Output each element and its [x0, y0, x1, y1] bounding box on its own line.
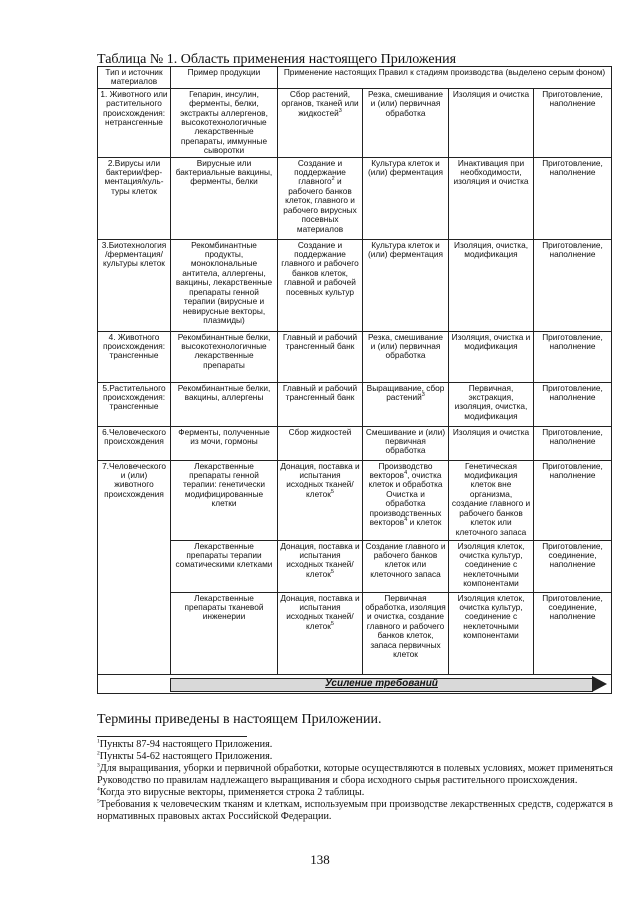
material-type-cell: 6.Человеческого происхождения: [98, 426, 171, 460]
footnote-item: [97, 763, 613, 787]
stage-text: Донация, поставка и испытания исходных тканей/ клеток: [280, 460, 360, 499]
footnote-text: Требования к человеческим тканям и клеткам, используемым при производстве лекарственных средств, содержатся в нормативных правовых актах Российской Федерации.: [97, 799, 613, 822]
footnote-number: 4: [97, 786, 100, 793]
stage-cell: Приготовление, наполнение: [534, 88, 612, 157]
arrow-label: Усиление требований: [325, 677, 438, 689]
footnote-number: 3: [97, 762, 100, 769]
product-example-cell: Рекомбинантные белки, высокотехнологичные лекарственные препараты: [171, 331, 278, 382]
footnote-number: 1: [97, 738, 100, 745]
stage-text: и клеток: [407, 517, 442, 528]
header-stages: Применение настоящих Правил к стадиям производства (выделено серым фоном): [278, 67, 612, 89]
stage-cell: Сбор жидкостей: [278, 426, 363, 460]
stage-cell: Приготовление, наполнение: [534, 460, 612, 540]
product-example-cell: Лекарственные препараты генной терапии: генетически модифицированные клетки: [171, 460, 278, 540]
table-row: [98, 88, 612, 157]
stage-cell: Первичная, экстракция, изоляция, очистка, модификация: [449, 382, 534, 426]
table-row: [98, 157, 612, 239]
footnote-divider: [97, 736, 247, 737]
footnote-item: [97, 739, 613, 751]
footnote-ref: 5: [330, 621, 334, 628]
stage-cell: Создание главного и рабочего банков клеток или клеточного запаса: [363, 540, 449, 592]
stage-cell: Культура клеток и (или) ферментация: [363, 157, 449, 239]
stage-cell: [278, 157, 363, 239]
material-type-cell: 1. Животного или растительного происхождения: нетрансгенные: [98, 88, 171, 157]
product-example-cell: Ферменты, полученные из мочи, гормоны: [171, 426, 278, 460]
footnote-ref: 5: [330, 569, 334, 576]
material-type-cell: 4. Животного происхождения: трансгенные: [98, 331, 171, 382]
stage-text: Донация, поставка и испытания исходных тканей/ клеток: [280, 540, 360, 579]
stage-text: Выращивание, сбор растений: [366, 382, 445, 403]
requirements-arrow: [170, 676, 607, 692]
material-type-cell: 2.Вирусы или бактерии/фер-ментация/куль-туры клеток: [98, 157, 171, 239]
stage-cell: [278, 592, 363, 674]
scope-table: [97, 66, 612, 694]
stage-cell: Изоляция и очистка: [449, 426, 534, 460]
table-row: [98, 331, 612, 382]
stage-cell: Изоляция клеток, очистка культур, соединение с неклеточными компонентами: [449, 540, 534, 592]
stage-cell: Приготовление, наполнение: [534, 382, 612, 426]
stage-cell: Приготовление, наполнение: [534, 157, 612, 239]
stage-cell: Культура клеток и (или) ферментация: [363, 239, 449, 331]
footnote-number: 5: [97, 798, 100, 805]
footnote-ref: 3: [421, 392, 425, 399]
footnote-item: [97, 787, 613, 799]
stage-cell: Приготовление, соединение, наполнение: [534, 592, 612, 674]
stage-cell: Генетическая модификация клеток вне организма, создание главного и рабочего банков клеток или клеточного запаса: [449, 460, 534, 540]
footnote-text: Когда это вирусные векторы, применяется строка 2 таблицы.: [99, 787, 365, 798]
stage-cell: Резка, смешивание и (или) первичная обработка: [363, 331, 449, 382]
stage-cell: Создание и поддержание главного и рабочего банков клеток, главной и рабочей посевных культур: [278, 239, 363, 331]
stage-cell: Первичная обработка, изоляция и очистка, создание главного и рабочего банков клеток, запаса первичных клеток: [363, 592, 449, 674]
stage-cell: Изоляция, очистка и модификация: [449, 331, 534, 382]
stage-cell: Изоляция и очистка: [449, 88, 534, 157]
stage-cell: [363, 460, 449, 540]
product-example-cell: Гепарин, инсулин, ферменты, белки, экстракты аллергенов, высокотехнологичные лекарственные препараты, иммунные сыворотки: [171, 88, 278, 157]
stage-cell: [278, 460, 363, 540]
footnote-ref: 4: [404, 517, 408, 524]
stage-cell: Резка, смешивание и (или) первичная обработка: [363, 88, 449, 157]
table-row: [98, 460, 612, 540]
footnote-number: 2: [97, 750, 100, 757]
stage-cell: Приготовление, наполнение: [534, 426, 612, 460]
requirements-arrow-cell: [98, 674, 612, 693]
stage-text: Создание и поддержание главного: [294, 157, 346, 187]
footnote-ref: 3: [338, 107, 342, 114]
header-material-type: Тип и источник материалов: [98, 67, 171, 89]
header-product-example: Пример продукции: [171, 67, 278, 89]
stage-cell: Приготовление, соединение, наполнение: [534, 540, 612, 592]
material-type-cell: 3.Биотехнология /ферментация/ культуры клеток: [98, 239, 171, 331]
product-example-cell: Лекарственные препараты терапии соматическими клетками: [171, 540, 278, 592]
requirements-arrow-row: [98, 674, 612, 693]
stage-cell: Главный и рабочий трансгенный банк: [278, 382, 363, 426]
table-row: [98, 382, 612, 426]
stage-cell: Главный и рабочий трансгенный банк: [278, 331, 363, 382]
footnote-ref: 4: [404, 470, 408, 477]
footnote-ref: 2: [331, 176, 335, 183]
footnote-text: Пункты 54-62 настоящего Приложения.: [99, 751, 273, 762]
product-example-cell: Вирусные или бактериальные вакцины, ферменты, белки: [171, 157, 278, 239]
stage-cell: [278, 88, 363, 157]
stage-text: Производство векторов: [369, 460, 433, 481]
table-caption: Таблица № 1. Область применения настоящего Приложения: [97, 52, 457, 67]
footnote-text: Пункты 87-94 настоящего Приложения.: [99, 739, 273, 750]
table-row: [98, 592, 612, 674]
table-row: [98, 426, 612, 460]
stage-cell: Изоляция клеток, очистка культур, соединение с неклеточными компонентами: [449, 592, 534, 674]
stage-cell: [278, 540, 363, 592]
material-type-cell: 7.Человеческого и (или) животного происхождения: [98, 460, 171, 674]
stage-text: и рабочего банков клеток, главного и рабочего вирусных посевных материалов: [283, 176, 357, 234]
stage-cell: Смешивание и (или) первичная обработка: [363, 426, 449, 460]
footnote-text: Для выращивания, уборки и первичной обработки, которые осуществляются в полевых условиях, может применяться Руководство по правилам надлежащего выращивания и сбора исходного сырья растительного происхождения.: [97, 763, 613, 786]
stage-text: Сбор растений, органов, тканей или жидкостей: [281, 88, 359, 118]
terms-note: Термины приведены в настоящем Приложении.: [97, 712, 382, 727]
stage-cell: Изоляция, очистка, модификация: [449, 239, 534, 331]
product-example-cell: Лекарственные препараты тканевой инженерии: [171, 592, 278, 674]
stage-cell: Приготовление, наполнение: [534, 239, 612, 331]
table-row: [98, 239, 612, 331]
footnote-item: [97, 751, 613, 763]
page-number: 138: [310, 852, 330, 867]
stage-text: , очистка клеток и обработка Очистка и обработка производственных векторов: [368, 470, 443, 528]
footnote-item: [97, 799, 613, 823]
footnotes: [97, 739, 613, 823]
stage-cell: Инактивация при необходимости, изоляция и очистка: [449, 157, 534, 239]
stage-cell: Приготовление, наполнение: [534, 331, 612, 382]
stage-cell: [363, 382, 449, 426]
product-example-cell: Рекомбинантные белки, вакцины, аллергены: [171, 382, 278, 426]
material-type-cell: 5.Растительного происхождения: трансгенные: [98, 382, 171, 426]
table-header-row: [98, 67, 612, 89]
product-example-cell: Рекомбинантные продукты, моноклональные антитела, аллергены, вакцины, лекарственные препараты генной терапии (вирусные и невирусные векторы, плазмиды): [171, 239, 278, 331]
table-row: [98, 540, 612, 592]
stage-text: Донация, поставка и испытания исходных тканей/ клеток: [280, 592, 360, 631]
footnote-ref: 5: [330, 489, 334, 496]
arrow-right-icon: [592, 676, 607, 692]
